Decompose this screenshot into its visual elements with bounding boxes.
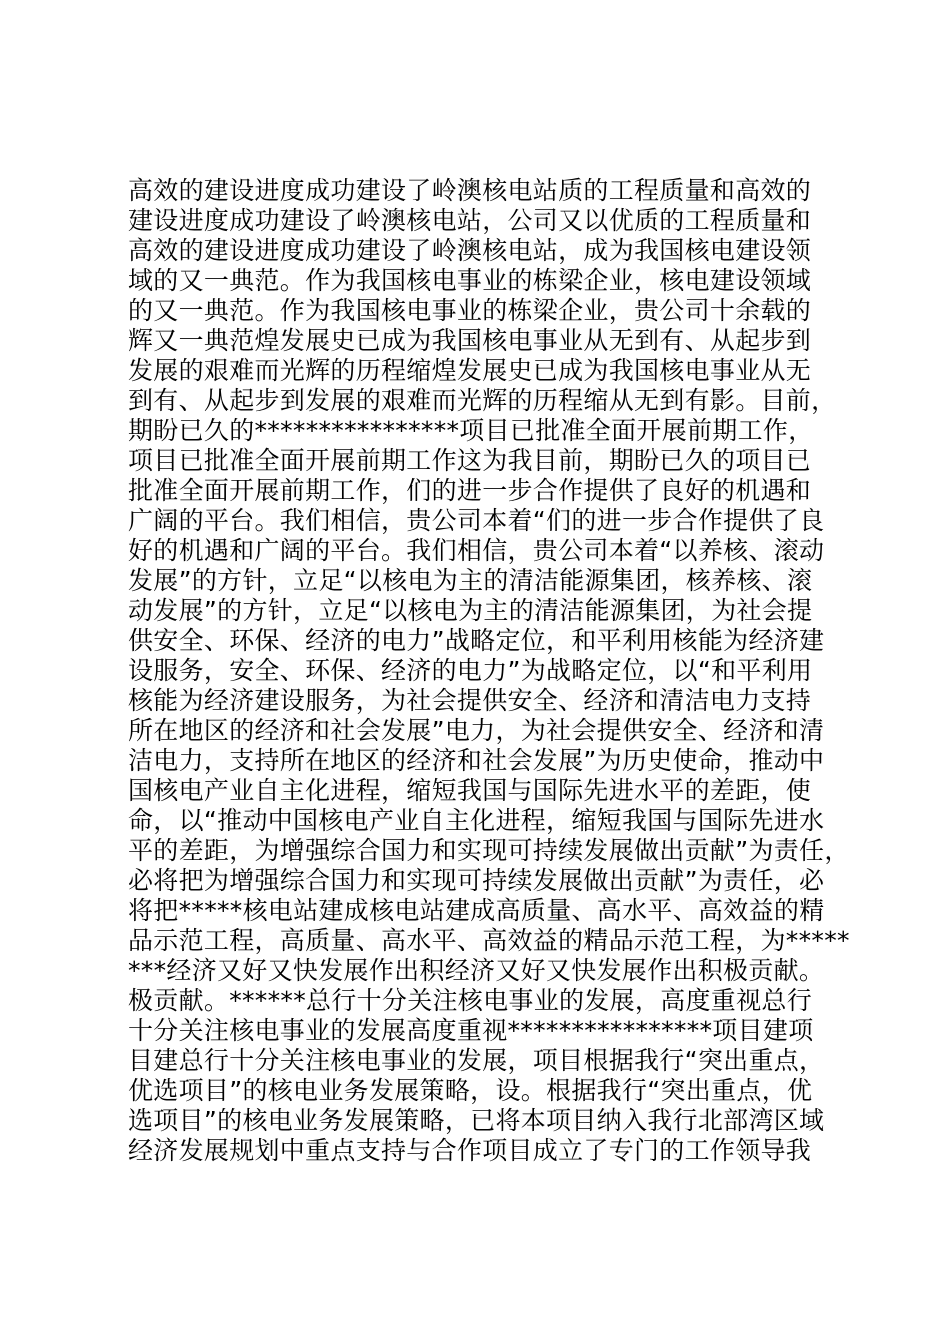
text-line: 目建总行十分关注核电事业的发展，项目根据我行“突出重点， [128,1046,825,1075]
text-line: 经济发展规划中重点支持与合作项目成立了专门的工作领导我 [128,1136,812,1165]
text-line: 期盼已久的****************项目已批准全面开展前期工作， [128,416,814,445]
text-line: 平的差距，为增强综合国力和实现可持续发展做出贡献”为责任， [128,836,850,865]
text-line: ***经济又好又快发展作出积经济又好又快发展作出积极贡献。 [128,956,825,985]
text-line: 优选项目”的核电业务发展策略，设。根据我行“突出重点，优 [128,1076,813,1105]
text-line: 国核电产业自主化进程，缩短我国与国际先进水平的差距，使 [128,776,812,805]
text-line: 供安全、环保、经济的电力”战略定位，和平利用核能为经济建 [128,626,825,655]
text-line: 辉又一典范煌发展史已成为我国核电事业从无到有、从起步到 [128,326,812,355]
text-line: 将把*****核电站建成核电站建成高质量、高水平、高效益的精 [128,896,825,925]
text-line: 域的又一典范。作为我国核电事业的栋梁企业，核电建设领域 [128,266,812,295]
text-line: 核能为经济建设服务，为社会提供安全、经济和清洁电力支持 [128,686,812,715]
text-line: 必将把为增强综合国力和实现可持续发展做出贡献”为责任，必 [128,866,825,895]
text-line: 所在地区的经济和社会发展”电力，为社会提供安全、经济和清 [128,716,825,745]
text-line: 品示范工程，高质量、高水平、高效益的精品示范工程，为***** [128,926,850,955]
text-line: 批准全面开展前期工作，们的进一步合作提供了良好的机遇和 [128,476,812,505]
text-line: 好的机遇和广阔的平台。我们相信，贵公司本着“以养核、滚动 [128,536,825,565]
text-line: 设服务，安全、环保、经济的电力”为战略定位，以“和平利用 [128,656,813,685]
body-paragraph [128,176,848,1166]
text-line: 高效的建设进度成功建设了岭澳核电站质的工程质量和高效的 [128,176,812,205]
text-line: 项目已批准全面开展前期工作这为我目前，期盼已久的项目已 [128,446,812,475]
text-line: 十分关注核电事业的发展高度重视****************项目建项 [128,1016,814,1045]
text-line: 高效的建设进度成功建设了岭澳核电站，成为我国核电建设领 [128,236,812,265]
text-line: 建设进度成功建设了岭澳核电站，公司又以优质的工程质量和 [128,206,812,235]
text-line: 洁电力，支持所在地区的经济和社会发展”为历史使命，推动中 [128,746,825,775]
text-line: 到有、从起步到发展的艰难而光辉的历程缩从无到有影。目前， [128,386,837,415]
text-line: 的又一典范。作为我国核电事业的栋梁企业，贵公司十余载的 [128,296,812,325]
text-line: 发展”的方针，立足“以核电为主的清洁能源集团，核养核、滚 [128,566,813,595]
text-line: 广阔的平台。我们相信，贵公司本着“们的进一步合作提供了良 [128,506,825,535]
text-line: 发展的艰难而光辉的历程缩煌发展史已成为我国核电事业从无 [128,356,812,385]
text-line: 命，以“推动中国核电产业自主化进程，缩短我国与国际先进水 [128,806,825,835]
text-line: 动发展”的方针，立足“以核电为主的清洁能源集团，为社会提 [128,596,813,625]
text-line: 选项目”的核电业务发展策略，已将本项目纳入我行北部湾区域 [128,1106,825,1135]
text-line: 极贡献。******总行十分关注核电事业的发展，高度重视总行 [128,986,813,1015]
